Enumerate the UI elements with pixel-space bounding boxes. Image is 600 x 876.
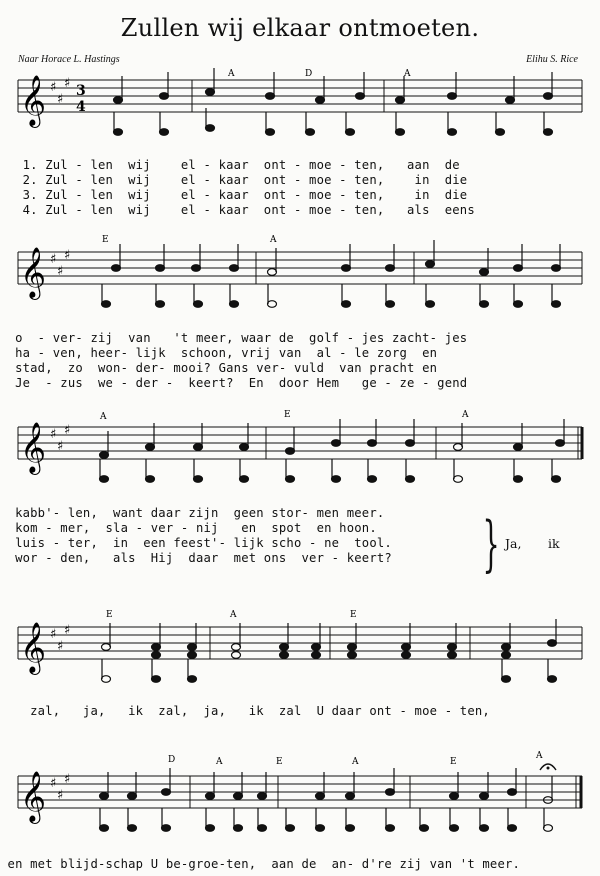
sharp-icon: ♯ (50, 776, 57, 791)
staff-system-2 (0, 232, 600, 327)
staff-system-4 (0, 605, 600, 700)
music-system-4 (0, 605, 600, 700)
lyric-line: wor - den, als Hij daar met ons ver - keert? (0, 551, 392, 565)
sharp-icon: ♯ (57, 639, 64, 654)
chord-mark: E (276, 757, 283, 767)
song-title: Zullen wij elkaar ontmoeten. (120, 14, 480, 42)
chord-mark: A (230, 610, 237, 620)
chord-mark: A (352, 757, 359, 767)
chord-mark: E (284, 410, 291, 420)
chorus-word-ja: Ja, (505, 536, 522, 551)
time-sig-top: 3 (76, 83, 86, 99)
music-system-5 (0, 750, 600, 855)
notes-system-1 (114, 68, 553, 135)
chord-mark: E (106, 610, 113, 620)
composer-credit: Naar Horace L. Hastings (18, 54, 120, 65)
sharp-icon: ♯ (64, 623, 71, 638)
music-system-1 (0, 68, 600, 158)
sharp-c-icon: ♯ (57, 92, 64, 107)
music-system-2 (0, 232, 600, 327)
sharp-icon: ♯ (50, 427, 57, 442)
sharp-g-icon: ♯ (64, 76, 71, 91)
chord-mark: A (216, 757, 223, 767)
sharp-icon: ♯ (57, 788, 64, 803)
lyric-line: 1. Zul - len wij el - kaar ont - moe - ten, aan de (0, 158, 460, 172)
lyric-line: luis - ter, in een feest'- lijk scho - ne tool. (0, 536, 392, 550)
chord-mark: E (350, 610, 357, 620)
chord-mark: A (228, 69, 235, 79)
lyric-line: 2. Zul - len wij el - kaar ont - moe - ten, in die (0, 173, 468, 187)
lyric-line: o - ver- zij van 't meer, waar de golf - jes zacht- jes (0, 331, 468, 345)
chord-mark: A (100, 412, 107, 422)
lyric-line: ha - ven, heer- lijk schoon, vrij van al - le zorg en (0, 346, 438, 360)
sharp-icon: ♯ (64, 248, 71, 263)
sharp-icon: ♯ (64, 423, 71, 438)
chord-mark: A (404, 69, 411, 79)
treble-clef-icon: 𝄞 (20, 75, 47, 126)
time-sig-bottom: 4 (76, 99, 86, 115)
sharp-icon: ♯ (57, 439, 64, 454)
lyric-line: stad, zo won- der- mooi? Gans ver- vuld van pracht en (0, 361, 438, 375)
chorus-word-ik: ik (548, 536, 560, 551)
treble-clef-icon: 𝄞 (20, 422, 47, 473)
lyric-line: Je - zus we - der - keert? En door Hem ge - ze - gend (0, 376, 468, 390)
verse-brace: } (482, 509, 500, 579)
chord-mark: A (270, 235, 277, 245)
treble-clef-icon: 𝄞 (20, 771, 47, 822)
lyric-line: 4. Zul - len wij el - kaar ont - moe - ten, als eens (0, 203, 475, 217)
treble-clef-icon: 𝄞 (20, 622, 47, 673)
chord-mark: E (450, 757, 457, 767)
chord-mark: E (102, 235, 109, 245)
chord-mark: D (305, 69, 313, 79)
lyric-line: 3. Zul - len wij el - kaar ont - moe - ten, in die (0, 188, 468, 202)
sharp-f-icon: ♯ (50, 80, 57, 95)
treble-clef-icon: 𝄞 (20, 247, 47, 298)
chord-mark: D (168, 755, 176, 765)
sharp-icon: ♯ (57, 264, 64, 279)
chord-mark: A (462, 410, 469, 420)
lyric-line: kabb'- len, want daar zijn geen stor- men meer. (0, 506, 385, 520)
notes-system-2 (102, 240, 561, 307)
chord-mark: A (536, 751, 543, 761)
lyric-line: kom - mer, sla - ver - nij en spot en hoon. (0, 521, 377, 535)
staff-system-1 (0, 68, 600, 158)
arranger-credit: Elihu S. Rice (526, 54, 578, 65)
lyric-line: en met blijd-schap U be-groe-ten, aan de an- d're zij van 't meer. (0, 857, 521, 871)
sharp-icon: ♯ (50, 627, 57, 642)
staff-system-5 (0, 750, 600, 855)
music-system-3 (0, 405, 600, 500)
lyric-line: zal, ja, ik zal, ja, ik zal U daar ont - moe - ten, (0, 704, 490, 718)
staff-system-3 (0, 405, 600, 500)
sharp-icon: ♯ (50, 252, 57, 267)
sharp-icon: ♯ (64, 772, 71, 787)
